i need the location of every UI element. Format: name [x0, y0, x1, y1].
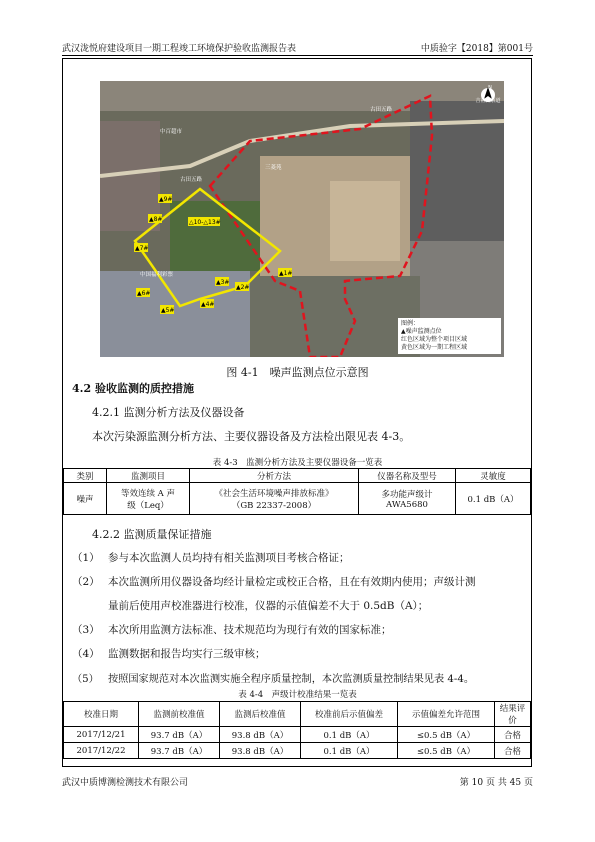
section-4-2-2-heading: 4.2.2 监测质量保证措施 — [92, 528, 212, 541]
table-cell: 2017/12/22 — [64, 743, 139, 759]
item-line-1: 等效连续 A 声 — [120, 488, 176, 499]
table-row — [64, 727, 531, 743]
item-line-2: 级（Leq） — [127, 500, 169, 511]
list-item — [72, 574, 476, 589]
legend-title: 图例： — [401, 320, 420, 327]
legend-item-red-area: 红色区域为整个项目区域 — [401, 336, 468, 343]
list-item — [72, 670, 474, 685]
table-header-cell: 类别 — [64, 469, 107, 483]
list-item-number: （5） — [72, 674, 99, 685]
compass-north-label: N — [488, 85, 492, 91]
list-item-text: 参与本次监测人员均持有相关监测项目考核合格证； — [108, 552, 350, 564]
list-item-number: （3） — [72, 624, 100, 636]
map-earthwork — [330, 181, 400, 261]
table-4-4 — [63, 701, 531, 759]
noise-monitoring-map — [100, 81, 504, 357]
table-cell-item — [107, 483, 190, 515]
table-cell: ≤0.5 dB（A） — [398, 743, 495, 759]
point-2-label: ▲2# — [236, 284, 250, 291]
legend-item-noise-point: ▲噪声监测点位 — [401, 328, 442, 335]
table-cell: 2017/12/21 — [64, 727, 139, 743]
list-item — [72, 622, 392, 637]
table-header-cell: 校准前后示值偏差 — [301, 702, 398, 727]
table-cell: 0.1 dB（A） — [301, 727, 398, 743]
list-item-text: 本次监测所用仪器设备均经计量检定或校正合格，且在有效期内使用；声级计测 — [108, 576, 476, 588]
list-item-number: （2） — [72, 576, 100, 588]
table-4-4-caption: 表 4-4 声级计校准结果一览表 — [238, 690, 357, 700]
legend-item-yellow-area: 黄色区域为一期工程区域 — [401, 344, 468, 351]
table-cell: 0.1 dB（A） — [301, 743, 398, 759]
table-cell: ≤0.5 dB（A） — [398, 727, 495, 743]
place-gutian-road-east-label: 古田五路 — [370, 107, 393, 113]
compass — [475, 85, 501, 104]
table-cell: 合格 — [495, 743, 531, 759]
table-cell-method — [190, 483, 359, 515]
table-header-cell: 仪器名称及型号 — [359, 469, 456, 483]
header-divider — [62, 55, 533, 56]
table-header-cell: 灵敏度 — [456, 469, 531, 483]
list-item — [72, 646, 266, 661]
table-row — [64, 483, 531, 515]
point-9-label: ▲9# — [159, 196, 173, 203]
point-7-label: ▲7# — [135, 245, 149, 252]
paragraph-table-reference: 本次污染源监测分析方法、主要仪器设备及方法检出限见表 4-3。 — [92, 430, 411, 443]
point-4-label: ▲4# — [201, 301, 215, 308]
table-cell-sensitivity: 0.1 dB（A） — [456, 483, 531, 515]
header-report-number: 中质验字【2018】第001号 — [420, 44, 533, 54]
table-header-cell: 监测后校准值 — [220, 702, 301, 727]
list-item-text: 按照国家规范对本次监测实施全程序质量控制，本次监测质量控制结果见表 4-4。 — [108, 674, 475, 685]
table-4-3 — [63, 468, 531, 515]
place-zhongbai-label: 中百超市 — [160, 129, 183, 135]
figure-caption: 图 4-1 噪声监测点位示意图 — [226, 366, 369, 379]
table-cell-category: 噪声 — [64, 483, 107, 515]
method-line-1: 《社会生活环境噪声排放标准》 — [214, 488, 334, 499]
point-10-13-label: △10-△13# — [189, 219, 221, 226]
table-header-cell: 监测前校准值 — [139, 702, 220, 727]
point-1-label: ▲1# — [279, 270, 293, 277]
point-8-label: ▲8# — [149, 216, 163, 223]
point-6-label: ▲6# — [137, 290, 151, 297]
table-cell: 合格 — [495, 727, 531, 743]
table-header-cell: 分析方法 — [190, 469, 359, 483]
table-cell-instrument — [359, 483, 456, 515]
table-cell: 93.7 dB（A） — [139, 727, 220, 743]
point-5-label: ▲5# — [161, 307, 175, 314]
table-header-row — [64, 702, 531, 727]
list-item — [72, 550, 350, 565]
place-sanling-label: 三菱苑 — [265, 165, 282, 171]
map-green-area — [170, 201, 260, 271]
table-cell: 93.8 dB（A） — [220, 727, 301, 743]
table-row — [64, 743, 531, 759]
list-item-continuation — [72, 598, 428, 613]
place-lottery-label: 中国福利彩票 — [140, 272, 174, 278]
place-gutian-road-west-label: 古田五路 — [180, 177, 203, 183]
table-header-cell: 监测项目 — [107, 469, 190, 483]
map-graphic — [100, 81, 504, 357]
table-cell: 93.8 dB（A） — [220, 743, 301, 759]
list-item-number: （1） — [72, 552, 100, 564]
map-legend — [398, 318, 501, 354]
method-line-2: （GB 22337-2008） — [231, 500, 317, 511]
table-4-3-caption: 表 4-3 监测分析方法及主要仪器设备一览表 — [212, 458, 383, 468]
header-title: 武汉泷悦府建设项目一期工程竣工环境保护验收监测报告表 — [62, 44, 297, 54]
list-item-text: 量前后使用声校准器进行校准，仪器的示值偏差不大于 0.5dB（A）； — [108, 600, 429, 612]
list-item-number: （4） — [72, 648, 100, 660]
list-item-text: 监测数据和报告均实行三级审核； — [108, 648, 266, 660]
map-south-area — [250, 276, 420, 357]
footer-company: 武汉中质博测检测技术有限公司 — [62, 778, 189, 788]
section-4-2-heading: 4.2 验收监测的质控措施 — [72, 382, 194, 395]
table-cell: 93.7 dB（A） — [139, 743, 220, 759]
instrument-line-1: 多功能声级计 — [381, 489, 433, 500]
page-header — [62, 38, 533, 54]
footer-page-number: 第 10 页 共 45 页 — [459, 778, 533, 788]
table-header-cell: 结果评价 — [495, 702, 531, 727]
list-item-text: 本次所用监测方法标准、技术规范均为现行有效的国家标准； — [108, 624, 392, 636]
table-header-cell: 校准日期 — [64, 702, 139, 727]
table-header-row — [64, 469, 531, 483]
instrument-line-2: AWA5680 — [386, 499, 428, 510]
compass-caption: 吉祖海解道 — [475, 98, 501, 104]
point-3-label: ▲3# — [216, 279, 230, 286]
page-footer — [62, 775, 533, 788]
table-header-cell: 示值偏差允许范围 — [398, 702, 495, 727]
section-4-2-1-heading: 4.2.1 监测分析方法及仪器设备 — [92, 406, 245, 419]
